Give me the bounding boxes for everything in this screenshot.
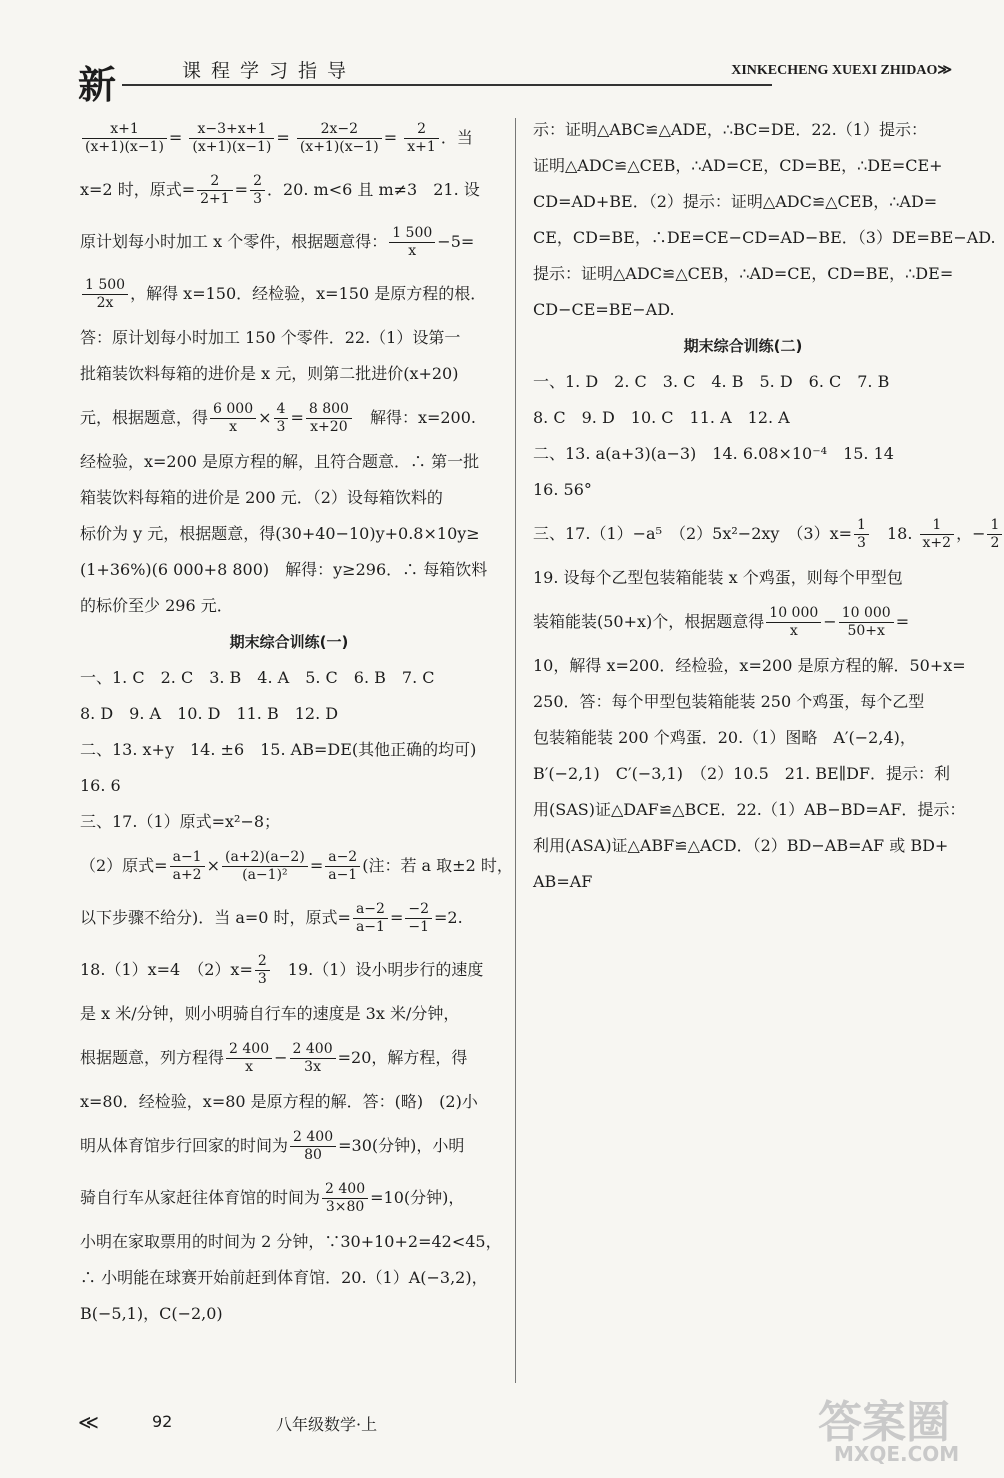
fraction: $\frac{2}{x+1}$ <box>404 121 439 156</box>
text-line: 18.（1）x=4 （2）x= $\frac{2}{3}$ 19.（1）设小明步行的速度 <box>80 953 484 987</box>
fraction: $\frac{1}{2}$ <box>987 517 1002 552</box>
chevron-left-icon: ≪ <box>78 1410 99 1434</box>
text-line: 三、17.（1）−a⁵ （2）5x²−2xy （3）x= $\frac{1}{3}$ 18. $\frac{1}{x+2}$ ，− $\frac{1}{2}$ <box>533 508 953 560</box>
fraction: $\frac{1 500}{x}$ <box>389 225 435 260</box>
text-line: ∴ 小明能在球赛开始前赶到体育馆．20.（1）A(−3,2)， <box>80 1268 488 1287</box>
text-line: 箱装饮料每箱的进价是 200 元．（2）设每箱饮料的 <box>80 488 443 507</box>
text-line: 二、13. x+y 14. ±6 15. AB=DE(其他正确的均可) <box>80 740 477 759</box>
fraction: $\frac{x-3+x+1}{(x+1)(x-1)}$ <box>189 121 274 156</box>
brand-mark: 新 <box>78 62 117 107</box>
page-header <box>62 48 952 107</box>
page-number: 92 <box>152 1412 173 1431</box>
fraction: $\frac{a-1}{a+2}$ <box>170 849 205 884</box>
page-footer <box>78 1410 598 1440</box>
fraction: $\frac{1 500}{2x}$ <box>82 277 128 312</box>
text-line: 原计划每小时加工 x 个零件，根据题意得： $\frac{1 500}{x}$ −5= <box>80 225 475 259</box>
text-line: 根据题意，列方程得 $\frac{2 400}{x}$ − $\frac{2 400}{3x}$ =20，解方程，得 <box>80 1041 468 1075</box>
brand-latin: XINKECHENG XUEXI ZHIDAO≫ <box>731 63 952 78</box>
text-line: 骑自行车从家赶往体育馆的时间为 $\frac{2 400}{3\times 80}$ =10(分钟)， <box>80 1181 465 1215</box>
text-line: 元，根据题意，得 $\frac{6 000}{x}$ × $\frac{4}{3}$ = $\frac{8 800}{x+20}$ 解得：x=200. <box>80 401 476 435</box>
fraction: $\frac{2 400}{3x}$ <box>290 1041 336 1076</box>
fraction: $\frac{4}{3}$ <box>274 401 289 436</box>
text-line: 标价为 y 元，根据题意，得(30+40−10)y+0.8×10y≥ <box>80 524 480 543</box>
watermark-url: MXQE.COM <box>834 1442 960 1466</box>
column-divider <box>515 118 516 1383</box>
text-line: 的标价至少 296 元． <box>80 596 233 615</box>
section-title: 期末综合训练(一) <box>229 633 349 651</box>
left-column <box>80 112 513 1332</box>
text-line: $\frac{x+1}{(x+1)(x-1)}$ = $\frac{x-3+x+1}{(x+1)(x-1)}$ = $\frac{2x-2}{(x+1)(x-1)}$ = $\frac{2}{x+1}$ ．当 <box>80 112 498 164</box>
fraction: $\frac{10 000}{x}$ <box>766 605 821 640</box>
fraction: $\frac{8 800}{x+20}$ <box>306 401 352 436</box>
text-line: CD=AD+BE．（2）提示：证明△ADC≌△CEB，∴AD= <box>533 192 938 211</box>
text-line: CD−CE=BE−AD. <box>533 300 675 319</box>
fraction: $\frac{1}{3}$ <box>854 517 869 552</box>
fraction: $\frac{(a+2)(a-2)}{\text{(a−1)²}}$ <box>222 849 308 884</box>
text-line: 10，解得 x=200．经检验，x=200 是原方程的解．50+x= <box>533 656 966 675</box>
text-line: 答：原计划每小时加工 150 个零件．22.（1）设第一 <box>80 328 461 347</box>
text-line: 16. 56° <box>533 480 592 499</box>
text-line: 16. 6 <box>80 776 121 795</box>
fraction: $\frac{2 400}{3\times 80}$ <box>322 1181 368 1216</box>
text-line: 一、1. C 2. C 3. B 4. A 5. C 6. B 7. C <box>80 668 435 687</box>
text-line: 装箱能装(50+x)个，根据题意得 $\frac{10 000}{x}$ − $\frac{10 000}{50+x}$ = <box>533 605 910 639</box>
watermark <box>818 1386 988 1472</box>
brand-title: 课程学习指导 <box>182 60 357 82</box>
text-line: 提示：证明△ADC≌△CEB，∴AD=CE，CD=BE，∴DE= <box>533 264 954 283</box>
text-line: 8. C 9. D 10. C 11. A 12. A <box>533 408 790 427</box>
fraction: $\frac{2 400}{80}$ <box>290 1129 336 1164</box>
fraction: $\frac{2}{3}$ <box>250 173 265 208</box>
book-title: 八年级数学·上 <box>276 1415 378 1434</box>
text-line: 经检验，x=200 是原方程的解，且符合题意．∴ 第一批 <box>80 452 480 471</box>
text-line: B(−5,1)，C(−2,0) <box>80 1304 223 1323</box>
header-rule <box>122 84 772 86</box>
text-line: B′(−2,1) C′(−3,1) （2）10.5 21. BE∥DF．提示：利 <box>533 764 951 783</box>
fraction: $\frac{-2}{-1}$ <box>405 901 432 936</box>
text-line: (1+36%)(6 000+8 800) 解得：y≥296．∴ 每箱饮料 <box>80 560 488 579</box>
text-line: 一、1. D 2. C 3. C 4. B 5. D 6. C 7. B <box>533 372 890 391</box>
text-line: 250．答：每个甲型包装箱能装 250 个鸡蛋，每个乙型 <box>533 692 925 711</box>
watermark-title: 答案圈 <box>818 1397 950 1448</box>
text-line: 以下步骤不给分)．当 a=0 时，原式= $\frac{a-2}{a-1}$ = $\frac{-2}{-1}$ =2. <box>80 901 463 935</box>
text-line: 明从体育馆步行回家的时间为 $\frac{2 400}{80}$ =30(分钟)，小明 <box>80 1129 465 1163</box>
fraction: $\frac{a-2}{a-1}$ <box>325 849 360 884</box>
fraction: $\frac{1}{x+2}$ <box>920 517 955 552</box>
text-line: 包装箱能装 200 个鸡蛋．20.（1）图略 A′(−2,4)， <box>533 728 916 747</box>
fraction: $\frac{2 400}{x}$ <box>226 1041 272 1076</box>
text-line: $\frac{1 500}{2x}$ ，解得 x=150．经检验，x=150 是原方程的根． <box>80 268 498 320</box>
fraction: $\frac{2x-2}{(x+1)(x-1)}$ <box>297 121 382 156</box>
fraction: $\frac{2}{2+1}$ <box>197 173 233 208</box>
text-line: 利用(ASA)证△ABF≌△ACD．（2）BD−AB=AF 或 BD+ <box>533 836 949 855</box>
text-line: x=80．经检验，x=80 是原方程的解．答：(略) (2)小 <box>80 1092 478 1111</box>
text-line: CE，CD=BE，∴DE=CE−CD=AD−BE．（3）DE=BE−AD. <box>533 228 996 247</box>
text-line: x=2 时，原式= $\frac{2}{2+1}$ = $\frac{2}{3}$ ．20. m<6 且 m≠3 21. 设 <box>80 173 480 207</box>
text-line: 二、13. a(a+3)(a−3) 14. 6.08×10⁻⁴ 15. 14 <box>533 444 894 463</box>
fraction: $\frac{2}{3}$ <box>255 953 270 988</box>
right-column <box>533 112 1000 900</box>
text-line: 8. D 9. A 10. D 11. B 12. D <box>80 704 339 723</box>
text-line: 证明△ADC≌△CEB，∴AD=CE，CD=BE，∴DE=CE+ <box>533 156 943 175</box>
fraction: $\frac{10 000}{50+x}$ <box>839 605 894 640</box>
text-line: 是 x 米/分钟，则小明骑自行车的速度是 3x 米/分钟， <box>80 1004 460 1023</box>
text-line: 用(SAS)证△DAF≌△BCE．22.（1）AB−BD=AF．提示： <box>533 800 966 819</box>
text-line: 批箱装饮料每箱的进价是 x 元，则第二批进价(x+20) <box>80 364 459 383</box>
fraction: $\frac{a-2}{a-1}$ <box>353 901 388 936</box>
text-line: 三、17.（1）原式=x²−8； <box>80 812 281 831</box>
text-line: 小明在家取票用的时间为 2 分钟，∵30+10+2=42<45， <box>80 1232 502 1251</box>
section-title: 期末综合训练(二) <box>683 337 803 355</box>
text-line: AB=AF <box>533 872 593 891</box>
text-line: 19. 设每个乙型包装箱能装 x 个鸡蛋，则每个甲型包 <box>533 568 903 587</box>
text-line: 示：证明△ABC≌△ADE，∴BC=DE．22.（1）提示： <box>533 120 927 139</box>
text-line: （2）原式= $\frac{a-1}{a+2}$ × $\frac{(a+2)(a-2)}{\text{(a−1)²}}$ = $\frac{a-2}{a-1}$ (注：若 a 取±2 时， <box>80 849 513 883</box>
fraction: $\frac{x+1}{(x+1)(x-1)}$ <box>82 121 167 156</box>
fraction: $\frac{6 000}{x}$ <box>210 401 256 436</box>
